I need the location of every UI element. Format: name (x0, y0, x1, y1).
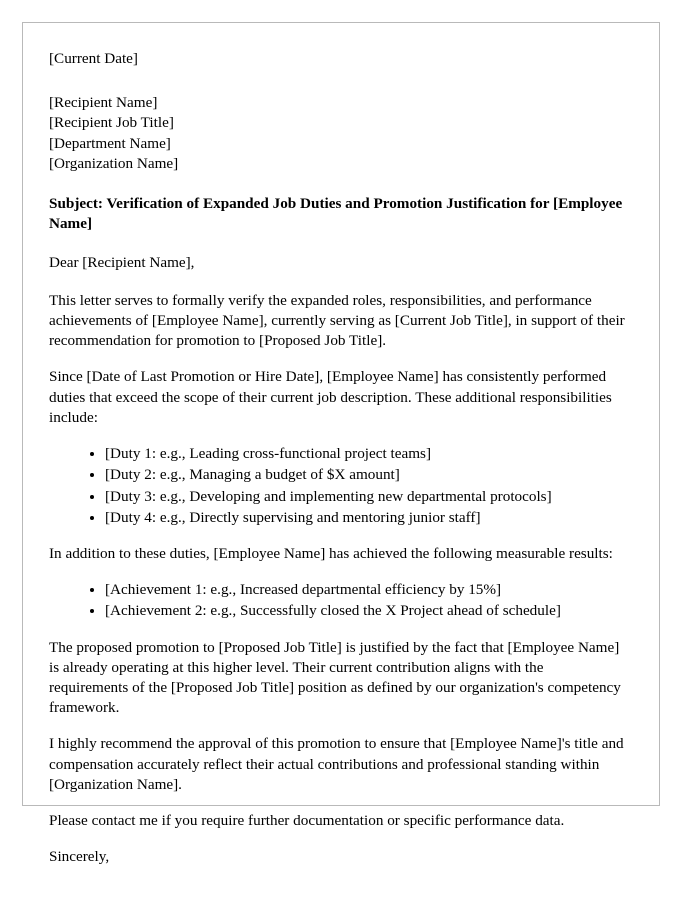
list-item: • [Duty 1: e.g., Leading cross-functional project teams] (105, 444, 625, 464)
letter-sheet (22, 22, 660, 866)
list-item: • [Duty 2: e.g., Managing a budget of $X amount] (105, 465, 625, 485)
date-line: [Current Date] (49, 50, 138, 67)
duties-list (49, 444, 625, 528)
achievements-list (49, 580, 625, 621)
body-paragraph-4: The proposed promotion to [Proposed Job Title] is justified by the fact that [Employee Name] is already operating at this higher level. Their current contribution aligns with the requirements of the [Proposed Job Title] position as defined by our organization's competency framework. (49, 638, 621, 717)
list-item: • [Duty 4: e.g., Directly supervising and mentoring junior staff] (105, 508, 625, 528)
recipient-address-block (49, 93, 625, 174)
recipient-name: [Recipient Name] (49, 94, 158, 112)
closing-line: Sincerely, (49, 848, 110, 866)
recipient-organization: [Organization Name] (49, 154, 179, 172)
list-item: • [Achievement 2: e.g., Successfully closed the X Project ahead of schedule] (105, 601, 625, 621)
list-item: • [Duty 3: e.g., Developing and implementing new departmental protocols] (105, 487, 625, 507)
salutation: Dear [Recipient Name], (49, 253, 195, 271)
list-item: • [Achievement 1: e.g., Increased departmental efficiency by 15%] (105, 580, 625, 600)
recipient-job-title: [Recipient Job Title] (49, 114, 174, 132)
body-paragraph-2: Since [Date of Last Promotion or Hire Date], [Employee Name] has consistently performed duties that exceed the scope of their current job description. These additional responsibilities include: (49, 368, 612, 426)
body-paragraph-1: This letter serves to formally verify the expanded roles, responsibilities, and performance achievements of [Employee Name], currently serving as [Current Job Title], in support of their recommendation for promotion to [Proposed Job Title]. (49, 291, 625, 350)
letter-content (23, 23, 659, 868)
body-paragraph-5: I highly recommend the approval of this promotion to ensure that [Employee Name]'s title and compensation accurately reflect their actual contributions and professional standing within [Organization Name]. (49, 735, 624, 793)
body-paragraph-3: In addition to these duties, [Employee Name] has achieved the following measurable results: (49, 544, 613, 562)
body-paragraph-6: Please contact me if you require further documentation or specific performance data. (49, 812, 565, 830)
subject-line: Subject: Verification of Expanded Job Duties and Promotion Justification for [Employee Name] (49, 195, 623, 233)
recipient-department: [Department Name] (49, 134, 171, 152)
